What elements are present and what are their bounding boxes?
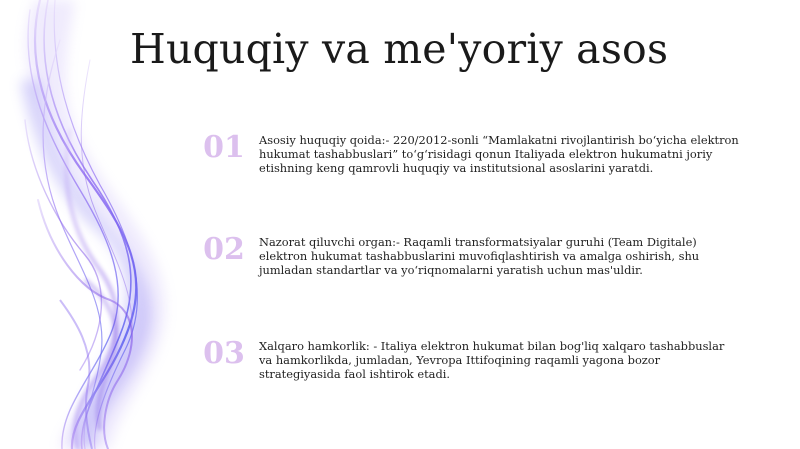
item-text: Xalqaro hamkorlik: - Italiya elektron hukumat bilan bog'liq xalqaro tashabbuslar va hamkorlikda, jumladan, Yevropa Ittifoqining raqamli yagona bozor strategiyasida faol ishtirok etadi.: [259, 339, 725, 382]
item-text: Asosiy huquqiy qoida:- 220/2012-sonli “Mamlakatni rivojlantirish bo‘yicha elektron hukumat tashabbuslari” to‘g‘risidagi qonun Italiyada elektron hukumatni joriy etishning keng qamrovli huquqiy va institutsional asoslarini yaratdi.: [259, 133, 739, 176]
item-number: 01: [203, 130, 245, 165]
item-number: 03: [203, 336, 245, 371]
item-text: Nazorat qiluvchi organ:- Raqamli transformatsiyalar guruhi (Team Digitale) elektron hukumat tashabbuslarini muvofiqlashtirish va amalga oshirish, shu jumladan standartlar va yo‘riqnomalarni yaratish uchun mas'uldir.: [259, 235, 700, 278]
item-number: 02: [203, 232, 245, 267]
slide-title: Huquqiy va me'yoriy asos: [130, 25, 669, 73]
